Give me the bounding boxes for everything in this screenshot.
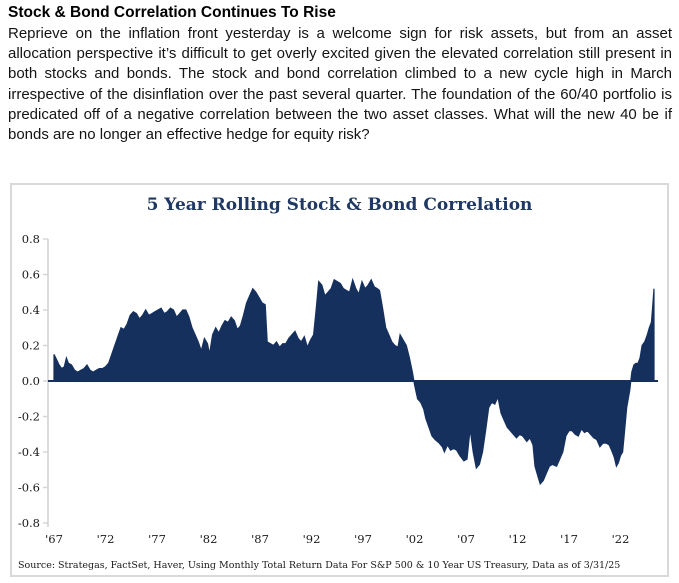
- x-tick-label: '17: [560, 532, 578, 546]
- y-tick-label: 0.2: [21, 338, 40, 353]
- article: [8, 2, 672, 145]
- correlation-area-chart: [12, 185, 667, 555]
- article-title: Stock & Bond Correlation Continues To Rise: [8, 4, 336, 21]
- y-tick-label: -0.2: [17, 409, 40, 424]
- x-tick-label: '97: [354, 532, 372, 546]
- y-tick-label: 0.8: [21, 232, 40, 246]
- x-tick-label: '87: [251, 532, 269, 546]
- y-tick-label: -0.8: [17, 516, 40, 530]
- x-tick-label: '67: [45, 532, 63, 546]
- x-tick-label: '92: [302, 532, 321, 546]
- source-note: Source: Strategas, FactSet, Haver, Using Monthly Total Return Data For S&P 500 & 10 Year US Treasury, Data as of 3/31/25: [18, 560, 621, 571]
- y-tick-label: 0.6: [21, 267, 40, 282]
- y-tick-label: -0.4: [17, 445, 40, 459]
- chart-card: [10, 183, 669, 577]
- y-tick-label: -0.6: [17, 480, 40, 495]
- x-tick-label: '22: [611, 532, 630, 546]
- article-body: Reprieve on the inflation front yesterday is a welcome sign for risk assets, but from an asset allocation perspective it’s difficult to get overly excited given the elevated correlation still present in both stocks and bonds. The stock and bond correlation climbed to a new cycle high in March irrespective of the disinflation over the past several quarter. The foundation of the 60/40 portfolio is predicated off of a negative correlation between the two asset classes. What will the new 40 be if bonds are no longer an effective hedge for equity risk?: [8, 25, 672, 144]
- x-tick-label: '02: [405, 532, 424, 546]
- x-tick-label: '12: [508, 532, 527, 546]
- x-tick-label: '82: [199, 532, 218, 546]
- x-tick-label: '72: [96, 532, 115, 546]
- chart-title: 5 Year Rolling Stock & Bond Correlation: [146, 195, 533, 215]
- y-tick-label: 0.0: [21, 374, 40, 388]
- x-tick-label: '07: [457, 532, 475, 546]
- x-tick-label: '77: [148, 532, 166, 546]
- y-tick-label: 0.4: [21, 303, 40, 317]
